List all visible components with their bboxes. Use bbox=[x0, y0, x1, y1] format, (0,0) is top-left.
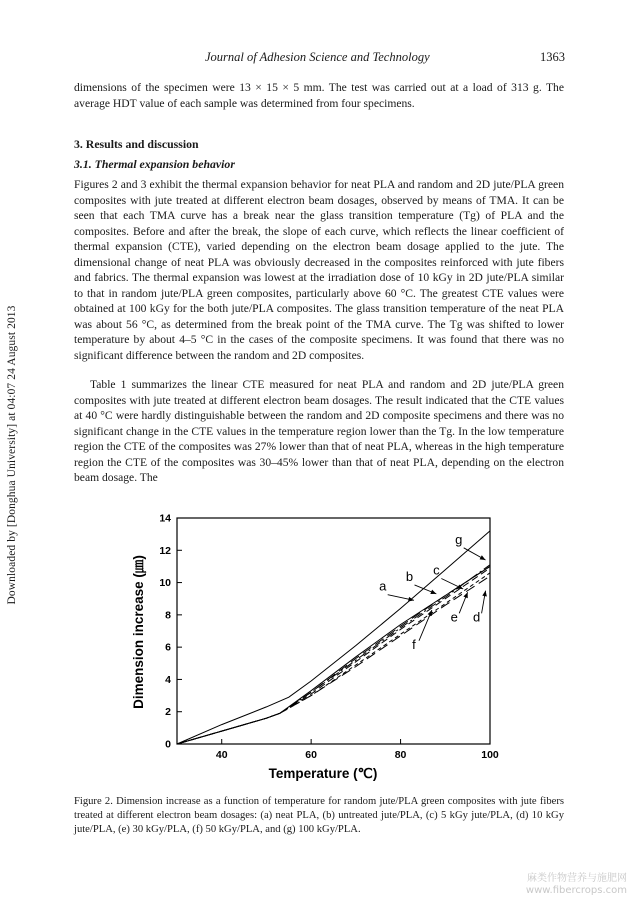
chart-ticks bbox=[159, 513, 499, 762]
y-tick-label: 0 bbox=[165, 738, 171, 751]
download-notice-text: Downloaded by [Donghua University] at 04:07 24 August 2013 bbox=[6, 305, 18, 605]
series-line-d bbox=[177, 576, 490, 744]
y-tick-label: 14 bbox=[159, 512, 171, 525]
journal-title: Journal of Adhesion Science and Technology bbox=[205, 50, 430, 64]
y-tick-label: 12 bbox=[159, 544, 171, 557]
watermark bbox=[526, 873, 627, 897]
y-tick-label: 6 bbox=[165, 641, 171, 654]
curve-label-g: g bbox=[455, 531, 463, 547]
body-paragraph-2: Table 1 summarizes the linear CTE measured for neat PLA and random and 2D jute/PLA green composites with jute treated at different electron beam dosages. The result indicated that the CTE values at 40 °C were hardly distinguishable between the random and 2D composite specimens and there was no significant change in the CTE values in the temperature region lower than the Tg. In the low temperature region the CTE of the composites was 27% lower than that of neat PLA, whereas in the high temperature region the CTE of the composites was 30–45% lower than that of neat PLA, depending on the electron beam dosage. The bbox=[74, 378, 564, 484]
figure-2-chart bbox=[125, 510, 510, 785]
x-axis-label: Temperature (℃) bbox=[268, 766, 378, 781]
intro-paragraph: dimensions of the specimen were 13 × 15 × 5 mm. The test was carried out at a load of 313 g. The average HDT value of each sample was determined from four specimens. bbox=[74, 81, 564, 110]
chart-series bbox=[177, 531, 490, 744]
watermark-line-1: 麻类作物营养与施肥网 bbox=[527, 873, 627, 884]
curve-label-d: d bbox=[472, 609, 481, 625]
curve-label-c: c bbox=[433, 562, 440, 578]
watermark-line-2: www.fibercrops.com bbox=[525, 885, 627, 896]
page-number: 1363 bbox=[540, 50, 565, 64]
figure-2 bbox=[125, 510, 510, 785]
subsection-heading: 3.1. Thermal expansion behavior bbox=[74, 157, 235, 171]
y-tick-label: 8 bbox=[165, 609, 171, 622]
series-line-c bbox=[177, 566, 490, 744]
y-tick-label: 2 bbox=[165, 706, 171, 719]
running-header bbox=[0, 50, 635, 66]
series-line-a bbox=[177, 531, 490, 744]
curve-label-f: f bbox=[412, 636, 416, 652]
y-axis-label: Dimension increase (㎛) bbox=[131, 555, 146, 709]
figure-caption: Figure 2. Dimension increase as a function of temperature for random jute/PLA green composites with jute fibers treated at different electron beam dosages: (a) neat PLA, (b) untreated jute/PLA, (c) 5 kGy jute/PLA, (d) 10 kGy jute/PLA, (e) 30 kGy/PLA, (f) 50 kGy/PLA, and (g) 100 kGy/PLA. bbox=[74, 796, 564, 835]
chart-axes bbox=[177, 518, 490, 744]
x-tick-label: 80 bbox=[394, 749, 407, 761]
y-tick-label: 4 bbox=[165, 673, 171, 686]
arrowhead-e bbox=[463, 592, 467, 598]
arrowhead-b bbox=[430, 590, 436, 594]
series-line-g bbox=[177, 562, 490, 744]
curve-label-e: e bbox=[450, 609, 458, 625]
section-heading: 3. Results and discussion bbox=[74, 137, 199, 151]
x-tick-label: 40 bbox=[215, 749, 228, 761]
plot-frame bbox=[177, 518, 490, 744]
curve-label-b: b bbox=[405, 568, 414, 584]
arrowhead-d bbox=[482, 591, 487, 597]
series-line-e bbox=[177, 568, 490, 744]
curve-label-a: a bbox=[379, 578, 387, 594]
series-line-b bbox=[177, 566, 490, 744]
x-tick-label: 100 bbox=[481, 749, 499, 761]
y-tick-label: 10 bbox=[159, 577, 171, 590]
x-tick-label: 60 bbox=[305, 749, 317, 761]
body-paragraph-1: Figures 2 and 3 exhibit the thermal expansion behavior for neat PLA and random and 2D jute/PLA green composites with jute treated at different electron beam dosages, observed by means of TMA. It can be seen that each TMA curve has a break near the glass transition temperature (Tg) of PLA and the composites. Before and after the break, the slope of each curve, which reflects the linear coefficient of thermal expansion (CTE), varied depending on the electron beam dosage applied to the jute. The dimensional change of neat PLA was obviously decreased in the composites reinforced with jute fibers and fabrics. The thermal expansion was lowest at the irradiation dose of 10 kGy in 2D jute/PLA similar to that in random jute/PLA green composites, particularly above 60 °C. The greatest CTE values were obtained at 100 kGy for the both jute/PLA composites. The glass transition temperature of the neat PLA was about 56 °C, as determined from the break point of the TMA curve. The Tg was shifted to lower temperature by about 4–5 °C in the cases of the composite specimens. It was found that there was no significant difference between the random and 2D composites. bbox=[74, 178, 564, 362]
download-notice bbox=[4, 290, 20, 620]
